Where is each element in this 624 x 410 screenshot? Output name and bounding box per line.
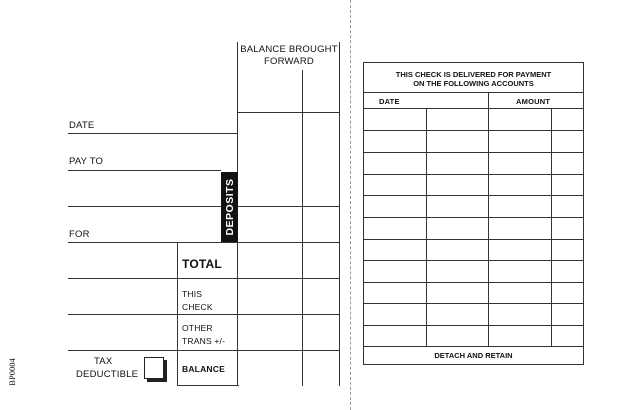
col-divider-3 (339, 42, 340, 386)
total-label: TOTAL (182, 257, 222, 271)
panel-title-line-2: ON THE FOLLOWING ACCOUNTS (413, 79, 534, 88)
for-label: FOR (69, 229, 90, 240)
panel-row-line (364, 217, 583, 218)
panel-row-line (364, 239, 583, 240)
other-trans-line (68, 350, 340, 351)
panel-row-line (364, 152, 583, 153)
this-check-line (68, 314, 340, 315)
balance-brought-forward-label: BALANCE BROUGHT FORWARD (240, 44, 338, 67)
panel-row-line (364, 260, 583, 261)
right-top-line (237, 112, 340, 113)
for-line (68, 242, 340, 243)
panel-col-3 (551, 108, 552, 346)
payment-accounts-panel (363, 62, 584, 365)
tax-deductible-checkbox[interactable] (144, 357, 164, 379)
panel-row-line (364, 325, 583, 326)
tax-label: TAX (94, 356, 113, 367)
balance-bottom-line (177, 385, 239, 386)
panel-row-line (364, 303, 583, 304)
panel-row-line (364, 130, 583, 131)
other-trans-label-2: TRANS +/- (182, 336, 226, 346)
col-header-amount: AMOUNT (516, 97, 551, 106)
deposit-row-line (68, 206, 340, 207)
deposits-tab: DEPOSITS (221, 172, 238, 242)
col-divider-2 (302, 70, 303, 386)
panel-col-1 (426, 108, 427, 346)
this-check-label-2: CHECK (182, 302, 213, 312)
total-line (68, 278, 340, 279)
balance-label: BALANCE (182, 364, 225, 374)
col-header-date: DATE (379, 97, 400, 106)
panel-row-line (364, 195, 583, 196)
detach-and-retain-label: DETACH AND RETAIN (434, 351, 513, 360)
panel-row-line (364, 282, 583, 283)
detach-dashed-line (350, 0, 351, 410)
panel-title-line-1: THIS CHECK IS DELIVERED FOR PAYMENT (395, 70, 552, 79)
other-trans-label-1: OTHER (182, 323, 213, 333)
date-line (68, 133, 238, 134)
panel-row-line (364, 174, 583, 175)
form-code: BP0004 (7, 358, 17, 386)
panel-title-divider (364, 92, 583, 93)
pay-to-line (68, 170, 221, 171)
this-check-label-1: THIS (182, 289, 203, 299)
pay-to-label: PAY TO (69, 156, 104, 167)
panel-footer-divider (364, 346, 583, 347)
date-label: DATE (69, 120, 95, 131)
deductible-label: DEDUCTIBLE (76, 369, 139, 380)
